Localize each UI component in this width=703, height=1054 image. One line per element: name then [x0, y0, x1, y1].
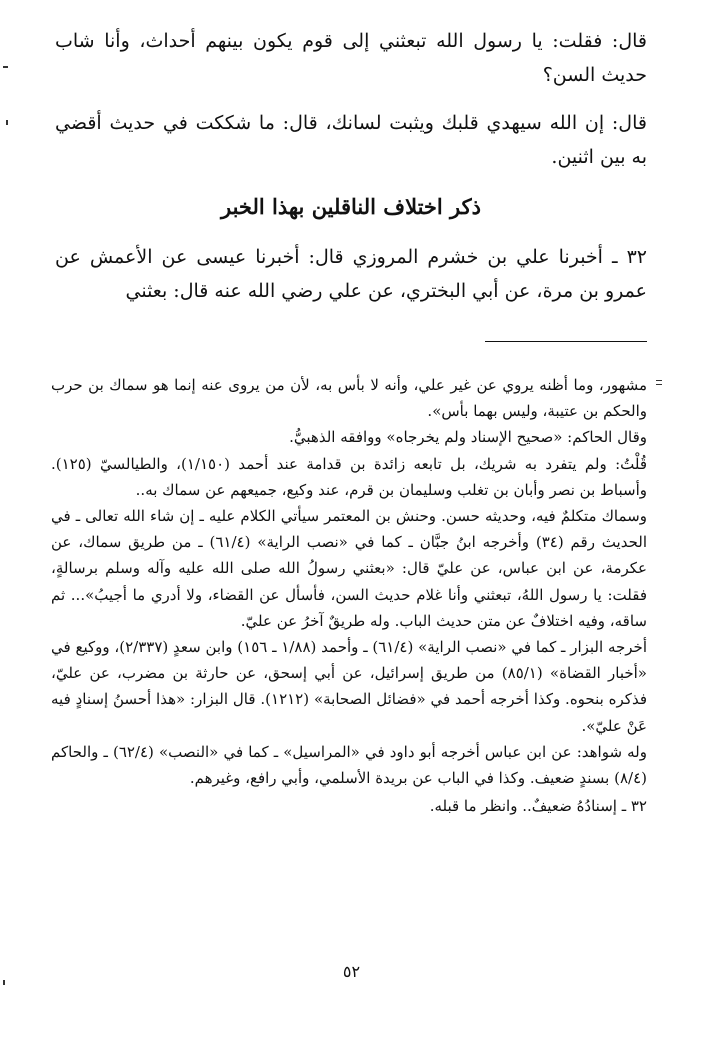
main-paragraph: قال: إن الله سيهدي قلبك ويثبت لسانك، قال: ما شككت في حديث أقضي به بين اثنين. [55, 112, 647, 168]
scan-mark [656, 380, 662, 381]
footnote-separator [485, 341, 647, 342]
footnote-paragraph: مشهور، وما أظنه يروي عن غير علي، وأنه لا بأس به، لأن من يروى عنه إنما هو سماك بن حرب والحكم بن عتيبة، وليس بهما بأس». [51, 376, 647, 421]
footnote-paragraph: وقال الحاكم: «صحيح الإسناد ولم يخرجاه» ووافقه الذهبيُّ. [289, 428, 647, 447]
page-number: ٥٢ [342, 962, 361, 981]
scan-mark [6, 120, 8, 125]
footnotes [51, 372, 647, 819]
scan-mark [656, 384, 662, 385]
main-text [55, 24, 647, 322]
footnote-paragraph: أخرجه البزار ـ كما في «نصب الراية» (٦١/٤) ـ وأحمد (١/٨٨ ـ ١٥٦) وابن سعدٍ (٢/٣٣٧)، ووكيع في «أخبار القضاة» (٨٥/١) من طريق إسرائيل، عن أبي إسحق، عن حارثة بن مضرب، عن عليّ، فذكره بنحوه. وكذا أخرجه أحمد في «فضائل الصحابة» (١٢١٢). قال البزار: «هذا أحسنُ إسنادٍ فيه عَنْ عليّ». [51, 638, 647, 735]
footnote-paragraph: قُلْتُ: ولم يتفرد به شريك، بل تابعه زائدة بن قدامة عند أحمد (١/١٥٠)، والطيالسيّ (١٢٥). وأسباط بن نصر وأبان بن تغلب وسليمان بن قرم، عند وكيع، جميعهم عن سماك به.. [51, 454, 647, 499]
section-heading: ذكر اختلاف الناقلين بهذا الخبر [220, 194, 481, 219]
main-paragraph: قال: فقلت: يا رسول الله تبعثني إلى قوم يكون بينهم أحداث، وأنا شاب حديث السن؟ [55, 30, 647, 86]
scan-mark [3, 66, 8, 68]
footnote-paragraph: وله شواهد: عن ابن عباس أخرجه أبو داود في «المراسيل» ـ كما في «النصب» (٦٢/٤) ـ والحاكم (٨/٤) بسندٍ ضعيف. وكذا في الباب عن بريدة الأسلمي، وأبي رافع، وغيرهم. [51, 742, 647, 788]
main-paragraph: ٣٢ ـ أخبرنا علي بن خشرم المروزي قال: أخبرنا عيسى عن الأعمش عن عمرو بن مرة، عن أبي البختري، عن علي رضي الله عنه قال: بعثني [55, 246, 647, 302]
footnote-paragraph: وسماك متكلمٌ فيه، وحديثه حسن. وحنش بن المعتمر سيأتي الكلام عليه ـ إن شاء الله تعالى ـ في الحديث رقم (٣٤) وأخرجه ابنُ جبَّان ـ كما في «نصب الراية» (٦١/٤) ـ من طريق سماك، عن عكرمة، عن ابن عباس، عن عليّ قال: «بعثني رسولُ الله صلى الله عليه وآله وسلم برسالةٍ، فقلت: يا رسول اللهُ، تبعثني وأنا غلام حديث السن، فأسأل عن القضاء، ولا أدري ما أجيبُ»... ثم ساقه، وفيه اختلافٌ عن متن حديث الباب. وله طريقٌ آخرُ عن عليّ. [51, 507, 648, 630]
footnote-paragraph: ٣٢ ـ إسنادُهُ ضعيفٌ.. وانظر ما قبله. [429, 797, 647, 816]
scan-mark [3, 980, 5, 985]
